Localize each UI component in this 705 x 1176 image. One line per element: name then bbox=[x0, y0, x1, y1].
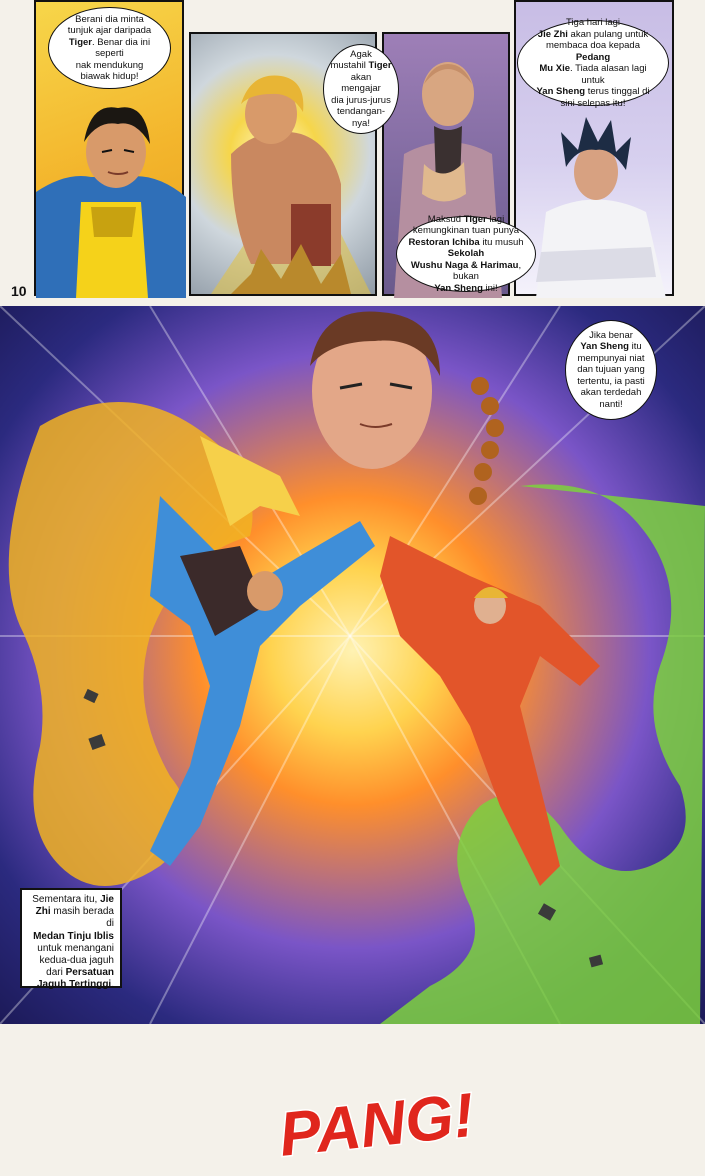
bubble-name: Tiger bbox=[68, 36, 92, 48]
bubble-text: itu musuh bbox=[482, 236, 524, 248]
bubble-name: Tiger bbox=[368, 60, 392, 72]
bubble-text: terus tinggal di bbox=[587, 86, 650, 97]
bubble-name: Restoran Ichiba bbox=[408, 236, 480, 248]
bubble-text: Tiga hari lagi bbox=[565, 17, 621, 28]
bubble-text: . Benar dia ini seperti bbox=[91, 36, 151, 59]
bubble-text: nya! bbox=[352, 117, 370, 129]
bubble-text: ini! bbox=[485, 282, 498, 294]
bubble-name: Wushu Naga & Harimau bbox=[410, 259, 519, 271]
caption-name: Jaguh Tertinggi bbox=[36, 979, 112, 991]
bubble-text: , bukan bbox=[453, 259, 522, 283]
caption-text: untuk menangani bbox=[37, 942, 114, 954]
bubble-text: tendangan- bbox=[336, 106, 386, 118]
caption-text: dari bbox=[46, 967, 63, 979]
caption-name: Persatuan bbox=[65, 967, 114, 979]
caption-text: . bbox=[111, 979, 114, 991]
bubble-name: Yan Sheng bbox=[536, 86, 586, 97]
speech-bubble-panel1 bbox=[48, 7, 171, 89]
page-number: 10 bbox=[11, 283, 27, 299]
bubble-text: tertentu, ia pasti bbox=[577, 375, 645, 387]
bubble-text: Jika benar bbox=[589, 329, 633, 341]
bubble-text: biawak hidup! bbox=[80, 71, 139, 82]
bubble-name: Yan Sheng bbox=[580, 341, 629, 353]
caption-name: Zhi bbox=[35, 906, 51, 918]
bubble-text: kemungkinan tuan punya bbox=[412, 225, 520, 237]
bubble-text: Berani dia minta bbox=[75, 13, 144, 25]
speech-bubble-panel3 bbox=[396, 213, 536, 294]
bubble-text: nanti! bbox=[599, 398, 623, 410]
bubble-text: dan tujuan yang bbox=[577, 364, 645, 376]
bubble-text: akan terdedah bbox=[580, 387, 642, 399]
bubble-name: Sekolah bbox=[447, 248, 485, 260]
narration-caption bbox=[20, 888, 122, 991]
sound-effect-pang bbox=[270, 1056, 478, 1176]
bubble-text: lagi bbox=[489, 213, 505, 225]
bubble-text: Maksud bbox=[427, 213, 462, 225]
bubble-text: . Tiada alasan lagi untuk bbox=[570, 63, 647, 86]
bubble-text: membaca doa kepada bbox=[545, 40, 640, 51]
bubble-name: Pedang bbox=[575, 51, 611, 63]
bubble-text: mustahil bbox=[330, 60, 366, 72]
speech-bubble-panel5 bbox=[565, 320, 657, 420]
sound-effect-text: PANG! bbox=[276, 1080, 478, 1170]
bubble-text: tunjuk ajar daripada bbox=[67, 25, 152, 36]
bubble-text: mempunyai niat bbox=[577, 352, 645, 364]
caption-text: kedua-dua jaguh bbox=[39, 955, 114, 967]
bubble-text: akan pulang untuk bbox=[570, 28, 649, 40]
bubble-text: Agak bbox=[350, 48, 372, 60]
bubble-name: Tiger bbox=[463, 213, 487, 225]
caption-text: Sementara itu, bbox=[32, 894, 98, 905]
bubble-text: itu bbox=[631, 341, 642, 353]
speech-bubble-panel4 bbox=[517, 17, 669, 109]
caption-name: Medan Tinju Iblis bbox=[33, 930, 114, 942]
caption-text: masih berada di bbox=[53, 906, 114, 930]
bubble-text: nak mendukung bbox=[75, 59, 144, 71]
bubble-text: dia jurus-jurus bbox=[331, 94, 391, 106]
bubble-text: sini selepas itu! bbox=[560, 97, 626, 109]
bubble-name: Yan Sheng bbox=[434, 282, 483, 294]
speech-bubble-panel2 bbox=[323, 44, 399, 134]
bubble-text: akan mengajar bbox=[341, 71, 381, 95]
bubble-name: Jie Zhi bbox=[537, 28, 568, 40]
bubble-name: Mu Xie bbox=[539, 63, 571, 74]
caption-name: Jie bbox=[100, 894, 114, 905]
